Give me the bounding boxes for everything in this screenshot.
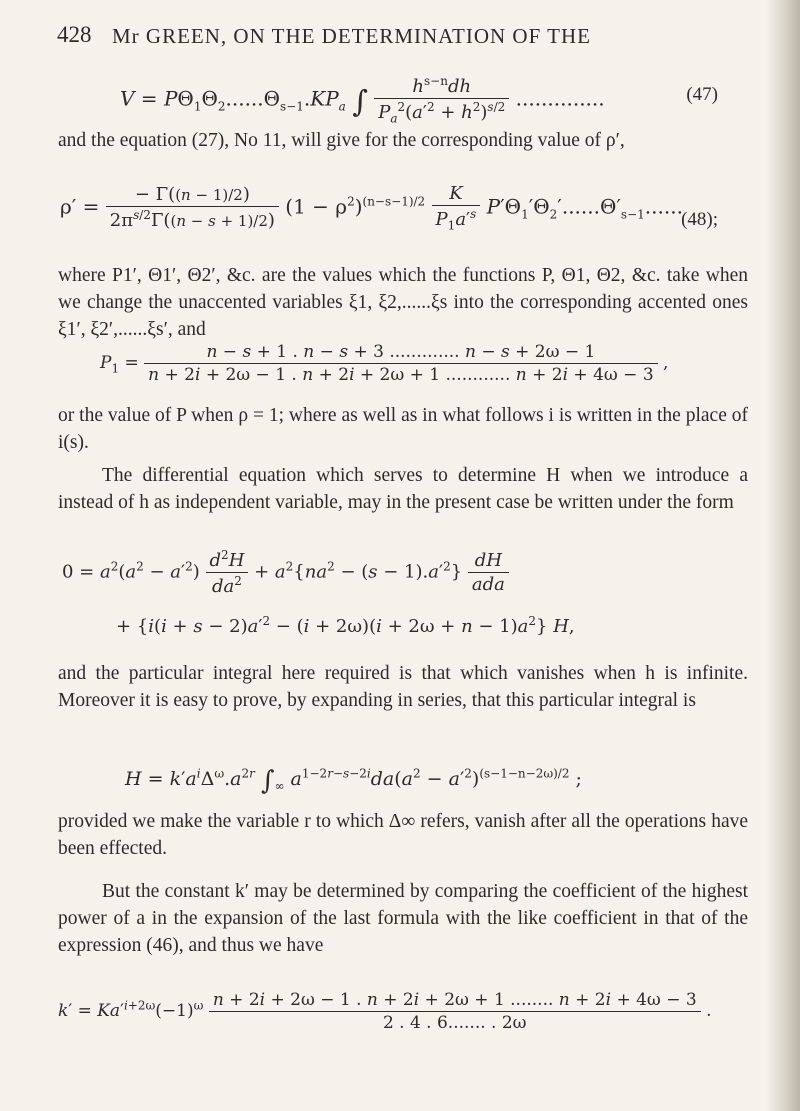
- paragraph-3: or the value of P when ρ = 1; where as well as in what follows i is written in the place of i(s).: [58, 405, 748, 453]
- equation-p1-body: $P_1$ = n − s + 1 . n − s + 3 ............. n − s + 2ω − 1 n + 2i + 2ω − 1 . n + 2i + 2ω + 1 ............ n + 2i + 4ω − 3 ,: [100, 342, 669, 385]
- paragraph-2: where P1′, Θ1′, Θ2′, &c. are the values which the functions P, Θ1, Θ2, &c. take when we change the unaccented variables ξ1, ξ2,......ξs into the corresponding accented ones ξ1′, ξ2′,......ξs′, and: [58, 265, 748, 340]
- equation-k-prime: [0, 990, 800, 1050]
- particular-integral-body: $H = k'a^i\Delta^\omega.a^{2r}$ $\int_\infty$ $a^{1-2r-s-2i}da(a^2 - a'^2)^{(s-1-n-2\omega)/2}$ ;: [125, 766, 582, 796]
- running-head: Mr GREEN, ON THE DETERMINATION OF THE: [112, 24, 591, 48]
- paragraph-1: and the equation (27), No 11, will give for the corresponding value of ρ′,: [58, 130, 625, 151]
- equation-48-label: (48);: [681, 209, 718, 230]
- paragraph-6: provided we make the variable r to which Δ∞ refers, vanish after all the operations have been effected.: [58, 811, 748, 859]
- equation-k-prime-body: $k' = Ka'^{i+2\omega}(-1)^\omega$ $\frac{n + 2i + 2\omega - 1 . n + 2i + 2\omega + 1 ........ n + 2i + 4\omega - 3}{2 . 4 . 6....... . 2\omega}$ .: [58, 990, 712, 1033]
- equation-47-body: $V = P\Theta_1\Theta_2......\Theta_{s-1}.KP_a$ ∫ $\frac{h^{s-n}dh}{P_a^2(a'^2 + h^2)^{s/2}}$ ..............: [120, 74, 605, 126]
- equation-47-label: (47): [686, 84, 718, 105]
- page-header: [0, 20, 800, 52]
- differential-equation-line-1: $0 = a^2(a^2 - a'^2)$ $\frac{d^2H}{da^2}$ + $a^2\{na^2 - (s - 1).a'^2\}$ $\frac{dH}{\text{ada}}$: [62, 548, 509, 597]
- page-number: 428: [57, 22, 92, 47]
- equation-48: [0, 165, 800, 260]
- equation-48-body: ρ′ = $\frac{- \Gamma((n - 1)/2)}{2\pi^{s/2}\Gamma((n - s + 1)/2)}$ $(1 - \rho^2)^{(n-s-1)/2}$ $\frac{K}{P_1a'^s}$ $P'\Theta_1'\Theta_2'......\Theta'_{s-1}$......: [60, 183, 683, 233]
- equation-p1: [0, 340, 800, 400]
- paragraph-7: But the constant k′ may be determined by comparing the coefficient of the highest power of a in the expansion of the last formula with the like coefficient in that of the expression (46), and thus we have: [58, 881, 748, 956]
- equation-47: [0, 60, 800, 130]
- paragraph-5: and the particular integral here required is that which vanishes when h is infinite. Moreover it is easy to prove, by expanding in series, that this particular integral is: [58, 663, 748, 711]
- paragraph-4: The differential equation which serves to determine H when we introduce a instead of h as independent variable, may in the present case be written under the form: [58, 465, 748, 513]
- differential-equation-line-2: + $\{i(i + s - 2)a'^2 - (i + 2\omega)(i + 2\omega + n - 1)a^2\}$ H,: [116, 614, 575, 637]
- particular-integral: [0, 760, 800, 810]
- differential-equation: [0, 548, 800, 658]
